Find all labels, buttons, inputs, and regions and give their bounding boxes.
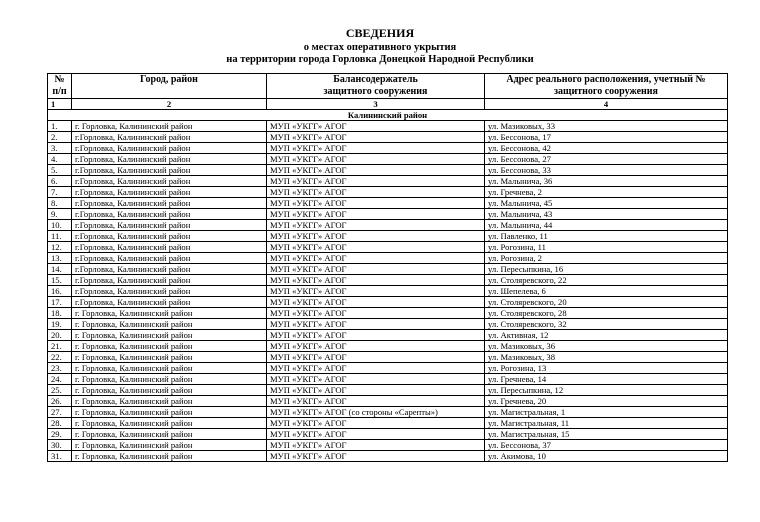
table-row [48, 121, 728, 132]
row-city-district: г.Горловка, Калининский район [72, 275, 267, 286]
row-address: ул. Малынича, 43 [485, 209, 728, 220]
row-city-district: г. Горловка, Калининский район [72, 440, 267, 451]
row-balance-holder: МУП «УКГГ» АГОГ [267, 286, 485, 297]
row-number: 24. [48, 374, 72, 385]
table-row [48, 187, 728, 198]
table-row [48, 352, 728, 363]
row-address: ул. Гречнева, 2 [485, 187, 728, 198]
row-number: 1. [48, 121, 72, 132]
row-balance-holder: МУП «УКГГ» АГОГ [267, 253, 485, 264]
table-row [48, 275, 728, 286]
row-address: ул. Пересыпкина, 12 [485, 385, 728, 396]
row-number: 26. [48, 396, 72, 407]
table-row [48, 242, 728, 253]
table-row [48, 418, 728, 429]
row-balance-holder: МУП «УКГГ» АГОГ [267, 209, 485, 220]
row-number: 20. [48, 330, 72, 341]
row-balance-holder: МУП «УКГГ» АГОГ [267, 297, 485, 308]
row-number: 13. [48, 253, 72, 264]
row-number: 4. [48, 154, 72, 165]
table-row [48, 253, 728, 264]
row-city-district: г.Горловка, Калининский район [72, 231, 267, 242]
row-balance-holder: МУП «УКГГ» АГОГ [267, 264, 485, 275]
row-number: 8. [48, 198, 72, 209]
row-address: ул. Активная, 12 [485, 330, 728, 341]
table-row [48, 363, 728, 374]
row-balance-holder: МУП «УКГГ» АГОГ [267, 176, 485, 187]
row-city-district: г. Горловка, Калининский район [72, 121, 267, 132]
row-number: 9. [48, 209, 72, 220]
table-row [48, 165, 728, 176]
row-city-district: г. Горловка, Калининский район [72, 418, 267, 429]
row-balance-holder: МУП «УКГГ» АГОГ [267, 363, 485, 374]
table-row [48, 286, 728, 297]
row-number: 14. [48, 264, 72, 275]
row-number: 28. [48, 418, 72, 429]
column-number-4: 4 [485, 99, 728, 110]
row-address: ул. Мазиковых, 36 [485, 341, 728, 352]
row-city-district: г.Горловка, Калининский район [72, 154, 267, 165]
row-city-district: г.Горловка, Калининский район [72, 220, 267, 231]
row-balance-holder: МУП «УКГГ» АГОГ [267, 231, 485, 242]
col-header-city-district: Город, район [72, 74, 267, 99]
row-balance-holder: МУП «УКГГ» АГОГ [267, 374, 485, 385]
row-balance-holder: МУП «УКГГ» АГОГ [267, 385, 485, 396]
row-address: ул. Шепелева, 6 [485, 286, 728, 297]
row-number: 19. [48, 319, 72, 330]
row-city-district: г.Горловка, Калининский район [72, 143, 267, 154]
row-number: 6. [48, 176, 72, 187]
row-balance-holder: МУП «УКГГ» АГОГ [267, 440, 485, 451]
row-balance-holder: МУП «УКГГ» АГОГ [267, 396, 485, 407]
section-title: Калининский район [48, 110, 728, 121]
column-number-3: 3 [267, 99, 485, 110]
row-address: ул. Магистральная, 15 [485, 429, 728, 440]
row-city-district: г.Горловка, Калининский район [72, 198, 267, 209]
row-city-district: г. Горловка, Калининский район [72, 330, 267, 341]
row-city-district: г. Горловка, Калининский район [72, 451, 267, 462]
table-row [48, 143, 728, 154]
document-subtitle-line1: о местах оперативного укрытия [303, 42, 457, 53]
table-row [48, 132, 728, 143]
col-header-balance-holder: Балансодержатель защитного сооружения [267, 74, 485, 99]
row-number: 7. [48, 187, 72, 198]
row-city-district: г.Горловка, Калининский район [72, 253, 267, 264]
row-balance-holder: МУП «УКГГ» АГОГ [267, 143, 485, 154]
row-number: 29. [48, 429, 72, 440]
row-number: 15. [48, 275, 72, 286]
row-city-district: г.Горловка, Калининский район [72, 187, 267, 198]
row-number: 5. [48, 165, 72, 176]
table-row [48, 374, 728, 385]
col-header-number: № п/п [48, 74, 72, 99]
row-number: 12. [48, 242, 72, 253]
row-balance-holder: МУП «УКГГ» АГОГ [267, 242, 485, 253]
row-number: 16. [48, 286, 72, 297]
row-address: ул. Столяревского, 20 [485, 297, 728, 308]
row-address: ул. Бессонова, 27 [485, 154, 728, 165]
row-city-district: г.Горловка, Калининский район [72, 176, 267, 187]
column-numbers-row [48, 99, 728, 110]
row-city-district: г. Горловка, Калининский район [72, 407, 267, 418]
row-address: ул. Малынича, 44 [485, 220, 728, 231]
row-city-district: г. Горловка, Калининский район [72, 385, 267, 396]
document-subtitle-line2: на территории города Горловка Донецкой Народной Республики [226, 54, 534, 65]
row-number: 17. [48, 297, 72, 308]
row-number: 23. [48, 363, 72, 374]
row-number: 30. [48, 440, 72, 451]
row-balance-holder: МУП «УКГГ» АГОГ (со стороны «Сарепты») [267, 407, 485, 418]
row-city-district: г.Горловка, Калининский район [72, 286, 267, 297]
table-row [48, 264, 728, 275]
row-address: ул. Мазиковых, 33 [485, 121, 728, 132]
table-row [48, 154, 728, 165]
row-number: 22. [48, 352, 72, 363]
row-number: 21. [48, 341, 72, 352]
shelter-table [47, 73, 728, 462]
row-address: ул. Бессонова, 37 [485, 440, 728, 451]
row-balance-holder: МУП «УКГГ» АГОГ [267, 220, 485, 231]
section-row [48, 110, 728, 121]
row-address: ул. Павленко, 11 [485, 231, 728, 242]
row-number: 10. [48, 220, 72, 231]
row-number: 3. [48, 143, 72, 154]
table-row [48, 231, 728, 242]
row-balance-holder: МУП «УКГГ» АГОГ [267, 187, 485, 198]
row-address: ул. Столяревского, 32 [485, 319, 728, 330]
row-city-district: г. Горловка, Калининский район [72, 319, 267, 330]
row-address: ул. Бессонова, 17 [485, 132, 728, 143]
row-balance-holder: МУП «УКГГ» АГОГ [267, 352, 485, 363]
table-row [48, 451, 728, 462]
table-row [48, 308, 728, 319]
table-row [48, 396, 728, 407]
row-number: 25. [48, 385, 72, 396]
row-address: ул. Малынича, 45 [485, 198, 728, 209]
table-row [48, 176, 728, 187]
row-address: ул. Столяревского, 28 [485, 308, 728, 319]
row-address: ул. Рогозина, 11 [485, 242, 728, 253]
column-number-1: 1 [48, 99, 72, 110]
table-row [48, 385, 728, 396]
col-header-address: Адрес реального расположения, учетный № защитного сооружения [485, 74, 728, 99]
table-row [48, 440, 728, 451]
row-city-district: г. Горловка, Калининский район [72, 308, 267, 319]
table-header-row [48, 74, 728, 99]
row-address: ул. Мазиковых, 38 [485, 352, 728, 363]
row-number: 2. [48, 132, 72, 143]
row-address: ул. Акимова, 10 [485, 451, 728, 462]
row-balance-holder: МУП «УКГГ» АГОГ [267, 341, 485, 352]
row-city-district: г. Горловка, Калининский район [72, 363, 267, 374]
row-balance-holder: МУП «УКГГ» АГОГ [267, 319, 485, 330]
row-address: ул. Гречнева, 14 [485, 374, 728, 385]
table-row [48, 297, 728, 308]
table-row [48, 220, 728, 231]
row-city-district: г.Горловка, Калининский район [72, 165, 267, 176]
row-address: ул. Рогозина, 2 [485, 253, 728, 264]
row-balance-holder: МУП «УКГГ» АГОГ [267, 154, 485, 165]
table-row [48, 407, 728, 418]
row-city-district: г. Горловка, Калининский район [72, 429, 267, 440]
row-number: 18. [48, 308, 72, 319]
row-city-district: г.Горловка, Калининский район [72, 242, 267, 253]
row-address: ул. Пересыпкина, 16 [485, 264, 728, 275]
document-title: СВЕДЕНИЯ [345, 26, 415, 40]
row-balance-holder: МУП «УКГГ» АГОГ [267, 121, 485, 132]
row-address: ул. Рогозина, 13 [485, 363, 728, 374]
row-address: ул. Малынича, 36 [485, 176, 728, 187]
row-balance-holder: МУП «УКГГ» АГОГ [267, 308, 485, 319]
row-balance-holder: МУП «УКГГ» АГОГ [267, 275, 485, 286]
row-city-district: г.Горловка, Калининский район [72, 209, 267, 220]
row-address: ул. Магистральная, 11 [485, 418, 728, 429]
row-address: ул. Магистральная, 1 [485, 407, 728, 418]
row-city-district: г. Горловка, Калининский район [72, 374, 267, 385]
row-city-district: г. Горловка, Калининский район [72, 341, 267, 352]
table-row [48, 319, 728, 330]
column-number-2: 2 [72, 99, 267, 110]
table-row [48, 330, 728, 341]
row-balance-holder: МУП «УКГГ» АГОГ [267, 132, 485, 143]
row-city-district: г.Горловка, Калининский район [72, 297, 267, 308]
table-row [48, 198, 728, 209]
table-row [48, 341, 728, 352]
row-city-district: г.Горловка, Калининский район [72, 264, 267, 275]
row-balance-holder: МУП «УКГГ» АГОГ [267, 198, 485, 209]
row-city-district: г.Горловка, Калининский район [72, 132, 267, 143]
row-address: ул. Бессонова, 33 [485, 165, 728, 176]
row-address: ул. Столяревского, 22 [485, 275, 728, 286]
table-body [48, 121, 728, 462]
row-number: 27. [48, 407, 72, 418]
row-balance-holder: МУП «УКГГ» АГОГ [267, 165, 485, 176]
row-balance-holder: МУП «УКГГ» АГОГ [267, 429, 485, 440]
row-balance-holder: МУП «УКГГ» АГОГ [267, 330, 485, 341]
row-address: ул. Бессонова, 42 [485, 143, 728, 154]
row-address: ул. Гречнева, 20 [485, 396, 728, 407]
row-number: 11. [48, 231, 72, 242]
row-city-district: г. Горловка, Калининский район [72, 396, 267, 407]
row-balance-holder: МУП «УКГГ» АГОГ [267, 418, 485, 429]
row-city-district: г. Горловка, Калининский район [72, 352, 267, 363]
row-number: 31. [48, 451, 72, 462]
table-row [48, 429, 728, 440]
row-balance-holder: МУП «УКГГ» АГОГ [267, 451, 485, 462]
table-row [48, 209, 728, 220]
